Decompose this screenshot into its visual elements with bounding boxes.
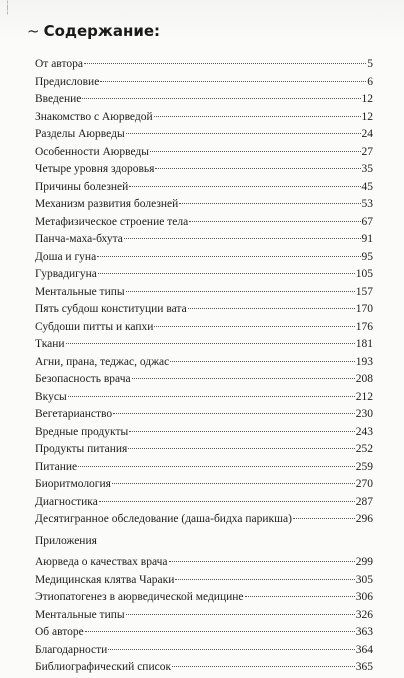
dot-leader xyxy=(68,396,355,397)
toc-entry-page: 95 xyxy=(361,250,373,263)
toc-entry-page: 259 xyxy=(355,460,373,473)
toc-entry-title: Агни, прана, теджас, оджас xyxy=(35,355,170,368)
page-title: Содержание: xyxy=(43,22,161,40)
dot-leader xyxy=(170,361,354,362)
toc-entry-page: 287 xyxy=(355,495,373,508)
toc-entry[interactable] xyxy=(35,267,373,285)
toc-heading xyxy=(27,22,160,40)
toc-entry[interactable] xyxy=(35,460,373,478)
toc-entry[interactable] xyxy=(35,660,373,678)
dot-leader xyxy=(126,614,355,615)
toc-entry-page: 105 xyxy=(355,268,373,280)
toc-entry-page: 176 xyxy=(355,320,373,333)
toc-entry-page: 45 xyxy=(361,180,373,193)
toc-entry-title: Ментальные типы xyxy=(35,285,125,298)
toc-entry-title: Панча-маха-бхута xyxy=(35,233,123,245)
dot-leader xyxy=(154,326,354,327)
dot-leader xyxy=(154,116,361,117)
toc-entry[interactable] xyxy=(35,407,373,425)
toc-entry-page: 270 xyxy=(355,478,373,490)
toc-entry-title: Безопасность врача xyxy=(35,373,131,385)
dot-leader xyxy=(172,666,355,667)
toc-entry-title: Об авторе xyxy=(35,626,84,638)
toc-entry[interactable] xyxy=(35,442,373,460)
toc-entry-title: Субдоши питты и капхи xyxy=(35,320,154,333)
toc-entry-title: Доша и гуна xyxy=(35,250,97,263)
toc-entry[interactable] xyxy=(35,625,373,643)
toc-entry-title: Диагностика xyxy=(35,495,98,508)
dot-leader xyxy=(245,596,355,597)
toc-entry-page: 193 xyxy=(355,355,373,368)
toc-entry[interactable] xyxy=(35,92,373,110)
toc-entry[interactable] xyxy=(35,197,373,215)
toc-entry-page: 363 xyxy=(355,626,373,638)
dot-leader xyxy=(128,448,354,449)
toc-entry[interactable] xyxy=(35,75,373,93)
toc-entry-title: Ментальные типы xyxy=(35,608,125,621)
dot-leader xyxy=(175,579,354,580)
toc-entry[interactable] xyxy=(35,285,373,303)
toc-entry-title: Механизм развития болезней xyxy=(35,198,179,210)
toc-entry-page: 181 xyxy=(355,338,373,350)
page-corner-mark: ¦ ¦ xyxy=(6,0,9,15)
toc-entry[interactable] xyxy=(35,643,373,661)
dot-leader xyxy=(82,98,360,99)
tilde-ornament-icon: ~ xyxy=(27,21,40,40)
toc-appendix-list xyxy=(35,555,373,678)
dot-leader xyxy=(169,561,355,562)
dot-leader xyxy=(100,81,366,82)
toc-entry-title: Пять субдош конституции вата xyxy=(35,303,187,315)
toc-entry-title: Вегетарианство xyxy=(35,408,113,420)
toc-entry-page: 5 xyxy=(367,58,373,70)
toc-entry[interactable] xyxy=(35,180,373,198)
toc-entry-page: 305 xyxy=(355,573,373,586)
dot-leader xyxy=(126,133,361,134)
toc-entry-title: Введение xyxy=(35,93,82,105)
toc-entry-page: 53 xyxy=(361,198,373,210)
toc-entry[interactable] xyxy=(35,425,373,443)
toc-entry-page: 296 xyxy=(355,513,373,525)
toc-entry-page: 230 xyxy=(355,408,373,420)
dot-leader xyxy=(99,501,355,502)
toc-entry-page: 67 xyxy=(361,215,373,228)
toc-entry[interactable] xyxy=(35,372,373,390)
toc-entry[interactable] xyxy=(35,355,373,373)
toc-entry-title: Вредные продукты xyxy=(35,425,129,438)
toc-entry[interactable] xyxy=(35,320,373,338)
toc-entry[interactable] xyxy=(35,555,373,573)
toc-entry-page: 243 xyxy=(355,425,373,438)
toc-entry[interactable] xyxy=(35,232,373,250)
dot-leader xyxy=(84,63,366,64)
toc-entry[interactable] xyxy=(35,145,373,163)
dot-leader xyxy=(113,413,355,414)
toc-entry[interactable] xyxy=(35,512,373,530)
toc-entry-title: Аюрведа о качествах врача xyxy=(35,556,168,568)
toc-entry-title: Вкусы xyxy=(35,390,67,403)
dot-leader xyxy=(155,168,360,169)
toc-entry-page: 157 xyxy=(355,285,373,298)
dot-leader xyxy=(132,378,355,379)
toc-entry-page: 365 xyxy=(355,661,373,673)
toc-entry-title: Особенности Аюрведы xyxy=(35,145,150,158)
toc-entry-title: Разделы Аюрведы xyxy=(35,128,125,140)
toc-entry-title: Благодарности xyxy=(35,643,108,656)
toc-entry[interactable] xyxy=(35,495,373,513)
dot-leader xyxy=(189,221,360,222)
toc-entry[interactable] xyxy=(35,127,373,145)
toc-entry[interactable] xyxy=(35,477,373,495)
dot-leader xyxy=(78,466,355,467)
toc-entry-page: 12 xyxy=(361,110,373,123)
toc-entry-page: 35 xyxy=(361,163,373,175)
toc-entry-title: Питание xyxy=(35,460,78,473)
toc-entry-title: От автора xyxy=(35,58,83,70)
toc-entry-title: Десятигранное обследование (даша-бидха парикша) xyxy=(35,513,292,525)
toc-entry-page: 170 xyxy=(355,303,373,315)
toc-entry-page: 27 xyxy=(361,145,373,158)
dot-leader xyxy=(97,256,360,257)
dot-leader xyxy=(188,308,355,309)
dot-leader xyxy=(129,186,360,187)
toc-entry-title: Ткани xyxy=(35,338,65,350)
toc-entry[interactable] xyxy=(35,57,373,75)
toc-entry-title: Причины болезней xyxy=(35,180,129,193)
toc-entry-page: 212 xyxy=(355,390,373,403)
dot-leader xyxy=(98,273,355,274)
dot-leader xyxy=(108,649,354,650)
toc-entry[interactable] xyxy=(35,302,373,320)
toc-entry-title: Биоритмология xyxy=(35,478,111,490)
toc-main-list xyxy=(35,57,373,530)
toc-entry-page: 364 xyxy=(355,643,373,656)
toc-entry-title: Метафизическое строение тела xyxy=(35,215,189,228)
dot-leader xyxy=(129,431,355,432)
toc-entry-page: 252 xyxy=(355,443,373,455)
toc-entry-page: 6 xyxy=(367,75,373,88)
toc-entry-page: 306 xyxy=(355,591,373,603)
toc-entry-page: 12 xyxy=(361,93,373,105)
toc-entry-title: Четыре уровня здоровья xyxy=(35,163,155,175)
toc-entry-title: Медицинская клятва Чараки xyxy=(35,573,175,586)
dot-leader xyxy=(150,151,360,152)
toc-entry-page: 91 xyxy=(361,233,373,245)
toc-entry[interactable] xyxy=(35,390,373,408)
table-of-contents xyxy=(35,57,373,678)
toc-entry[interactable] xyxy=(35,250,373,268)
toc-entry-title: Знакомство с Аюрведой xyxy=(35,110,153,123)
toc-entry[interactable] xyxy=(35,608,373,626)
toc-entry-title: Предисловие xyxy=(35,75,100,88)
toc-entry-page: 299 xyxy=(355,556,373,568)
dot-leader xyxy=(112,483,355,484)
dot-leader xyxy=(126,291,355,292)
dot-leader xyxy=(293,518,355,519)
toc-entry[interactable] xyxy=(35,162,373,180)
appendix-label: Приложения xyxy=(35,534,97,547)
toc-entry-title: Продукты питания xyxy=(35,443,128,455)
dot-leader xyxy=(124,238,361,239)
toc-entry-title: Гурвадигуна xyxy=(35,268,97,280)
toc-entry-page: 24 xyxy=(361,128,373,140)
dot-leader xyxy=(66,343,355,344)
toc-entry-title: Библиографический список xyxy=(35,661,172,673)
toc-entry-title: Этиопатогенез в аюрведической медицине xyxy=(35,591,244,603)
dot-leader xyxy=(85,631,355,632)
toc-entry[interactable] xyxy=(35,215,373,233)
toc-entry[interactable] xyxy=(35,337,373,355)
toc-entry-page: 326 xyxy=(355,608,373,621)
toc-entry[interactable] xyxy=(35,590,373,608)
toc-entry[interactable] xyxy=(35,573,373,591)
toc-entry[interactable] xyxy=(35,110,373,128)
toc-entry-page: 208 xyxy=(355,373,373,385)
dot-leader xyxy=(179,203,360,204)
